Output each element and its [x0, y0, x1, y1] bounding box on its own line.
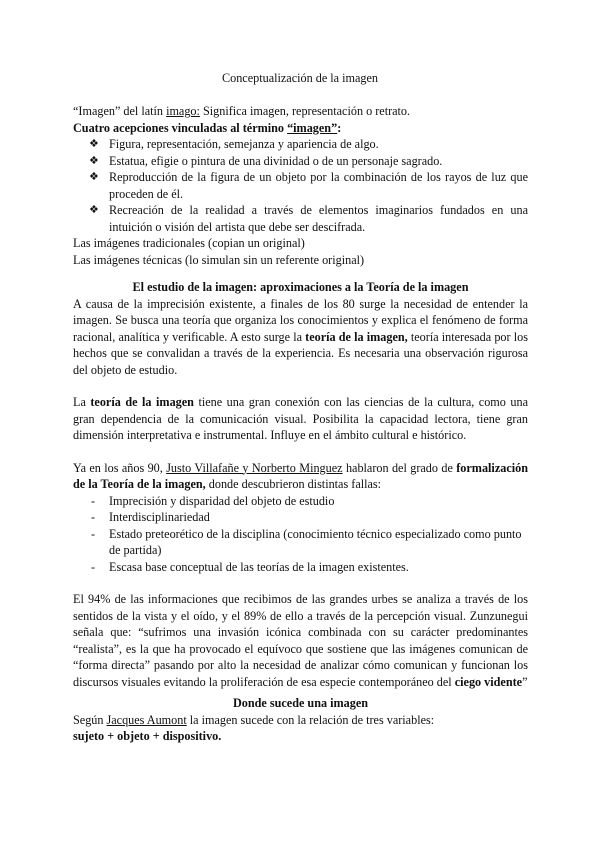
traditional-images-line: Las imágenes tradicionales (copian un original) — [73, 236, 305, 250]
section-heading: El estudio de la imagen: aproximaciones a la Teoría de la imagen — [132, 280, 469, 294]
image-theory-section — [73, 279, 528, 690]
diamond-bullet-icon: ❖ — [89, 204, 99, 216]
acepciones-subheading: Cuatro acepciones vinculadas al término “imagen”: — [73, 120, 342, 135]
section-heading: Donde sucede una imagen — [232, 696, 369, 710]
author-reference: Jacques Aumont — [106, 712, 187, 727]
paragraph: El 94% de las informaciones que recibimos de las grandes urbes se analiza a través de los sentidos de la vista y el oído, y el 89% de ello a través de la percepción visual. Zunzunegui señala que: “sufrimos una invasión icónica combinada con su carácter predominantes “realista”, es la que ha provocado el equívoco que sostiene que las imágenes comunican de “forma directa” pasando por alto la necesidad de analizar cómo comunican y funcionan los discursos visuales evitando la proliferación de esa especie contemporáneo del ciego vidente” — [73, 592, 528, 689]
list-item: - Escasa base conceptual de las teorías de la imagen existentes. — [91, 559, 409, 574]
technical-images-line: Las imágenes técnicas (lo simulan sin un referente original) — [73, 252, 365, 267]
intro-section — [73, 103, 528, 268]
document-title: Conceptualización de la imagen — [221, 71, 378, 85]
variables-formula: sujeto + objeto + dispositivo. — [73, 729, 222, 743]
flaws-list — [73, 493, 528, 576]
list-item: ❖ Figura, representación, semejanza y apariencia de algo. — [89, 137, 379, 151]
imago-definition: “Imagen” del latín imago: Significa imagen, representación o retrato. — [73, 104, 411, 118]
paragraph: Ya en los años 90, Justo Villafañe y Norberto Minguez hablaron del grado de formalización de la Teoría de la imagen, donde descubrieron distintas fallas: — [73, 460, 528, 491]
list-item: ❖ Recreación de la realidad a través de elementos imaginarios fundados en una intuición o visión del artista que debe ser descifrada. — [89, 203, 528, 234]
paragraph: Según Jacques Aumont la imagen sucede con la relación de tres variables: — [73, 712, 435, 727]
list-item: - Imprecisión y disparidad del objeto de estudio — [91, 493, 335, 508]
list-item: - Estado preteorético de la disciplina (conocimiento técnico especializado como punto de partida) — [91, 526, 522, 557]
paragraph: La teoría de la imagen tiene una gran conexión con las ciencias de la cultura, como una gran dependencia de la comunicación visual. Posibilita la capacidad lectora, tiene gran dimensión interpretativa e instrumental. Influye en el ámbito cultural e histórico. — [73, 395, 528, 442]
dash-bullet: - — [91, 493, 96, 508]
imago-term: imago: — [166, 104, 200, 118]
authors-reference: Justo Villafañe y Norberto Minguez — [166, 460, 343, 475]
diamond-bullet-icon: ❖ — [89, 171, 99, 183]
list-item: ❖ Reproducción de la figura de un objeto por la combinación de los rayos de luz que proceden de él. — [89, 170, 528, 201]
paragraph: A causa de la imprecisión existente, a finales de los 80 surge la necesidad de entender la imagen. Se busca una teoría que organiza los conocimientos y explica el fenómeno de forma racional, analítica y verificable. A esto surge la teoría de la imagen, teoría interesada por los hechos que se convalidan a través de la experiencia. Es necesaria una observación rigurosa del objeto de estudio. — [73, 296, 528, 377]
dash-bullet: - — [91, 510, 96, 524]
dash-bullet: - — [91, 559, 96, 574]
dash-bullet: - — [91, 526, 96, 541]
list-item: ❖ Estatua, efigie o pintura de una divinidad o de un personaje sagrado. — [89, 153, 443, 168]
acepciones-list — [73, 136, 528, 235]
diamond-bullet-icon: ❖ — [89, 138, 99, 150]
diamond-bullet-icon: ❖ — [89, 154, 99, 167]
where-image-happens-section — [73, 695, 528, 745]
list-item: - Interdisciplinariedad — [91, 510, 210, 524]
